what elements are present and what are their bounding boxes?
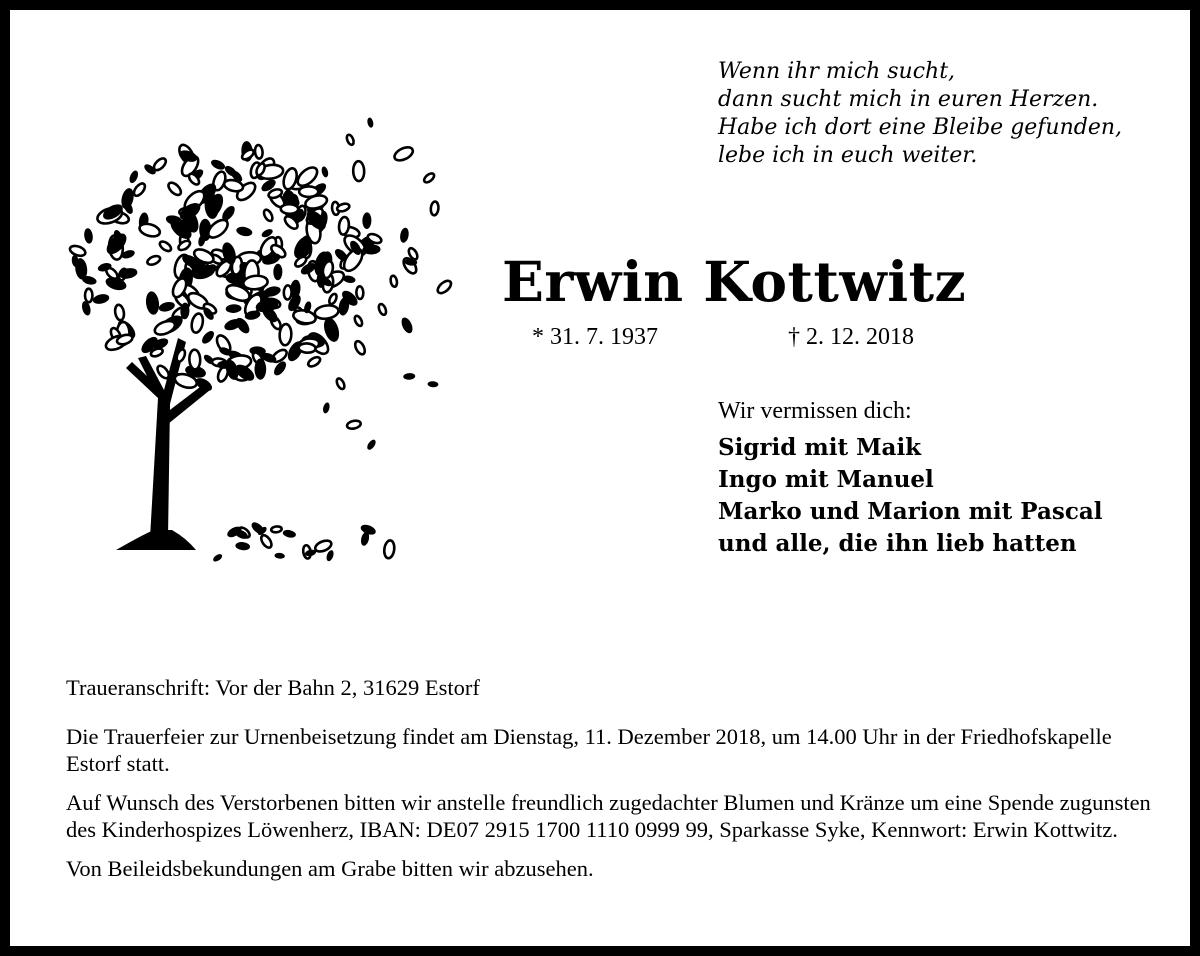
donation-notice: Auf Wunsch des Verstorbenen bitten wir anstelle freundlich zugedachter Blumen und Kränze um eine Spende zugunsten des Kinderhospizes Löwenherz, IBAN: DE07 2915 1700 1110 0999 99, Sparkasse Syke, Kennwort: Erwin Kottwitz.: [66, 790, 1151, 842]
tree-with-falling-leaves-icon: [54, 98, 474, 578]
mourners-intro: Wir vermissen dich:: [718, 398, 912, 424]
poem-line: dann sucht mich in euren Herzen.: [718, 87, 1099, 112]
condolence-notice: Von Beileidsbekundungen am Grabe bitten wir abzusehen.: [66, 856, 594, 881]
mourner-line: Marko und Marion mit Pascal: [718, 498, 1103, 525]
mourner-line: Sigrid mit Maik: [718, 434, 922, 461]
poem-line: Habe ich dort eine Bleibe gefunden,: [718, 115, 1123, 140]
deceased-name: Erwin Kottwitz: [502, 249, 967, 314]
mourner-line: Ingo mit Manuel: [718, 466, 934, 493]
poem-line: lebe ich in euch weiter.: [718, 143, 978, 168]
ceremony-notice: Die Trauerfeier zur Urnenbeisetzung findet am Dienstag, 11. Dezember 2018, um 14.00 Uhr in der Friedhofskapelle Estorf statt.: [66, 724, 1112, 776]
poem-line: Wenn ihr mich sucht,: [718, 59, 956, 84]
mourners-list: [718, 432, 1102, 560]
mourner-line: und alle, die ihn lieb hatten: [718, 530, 1077, 557]
death-date: † 2. 12. 2018: [788, 324, 914, 350]
poem: [718, 58, 1122, 170]
mourning-address: Traueranschrift: Vor der Bahn 2, 31629 Estorf: [66, 675, 480, 700]
birth-date: * 31. 7. 1937: [532, 324, 658, 350]
funeral-details: [66, 674, 1156, 882]
